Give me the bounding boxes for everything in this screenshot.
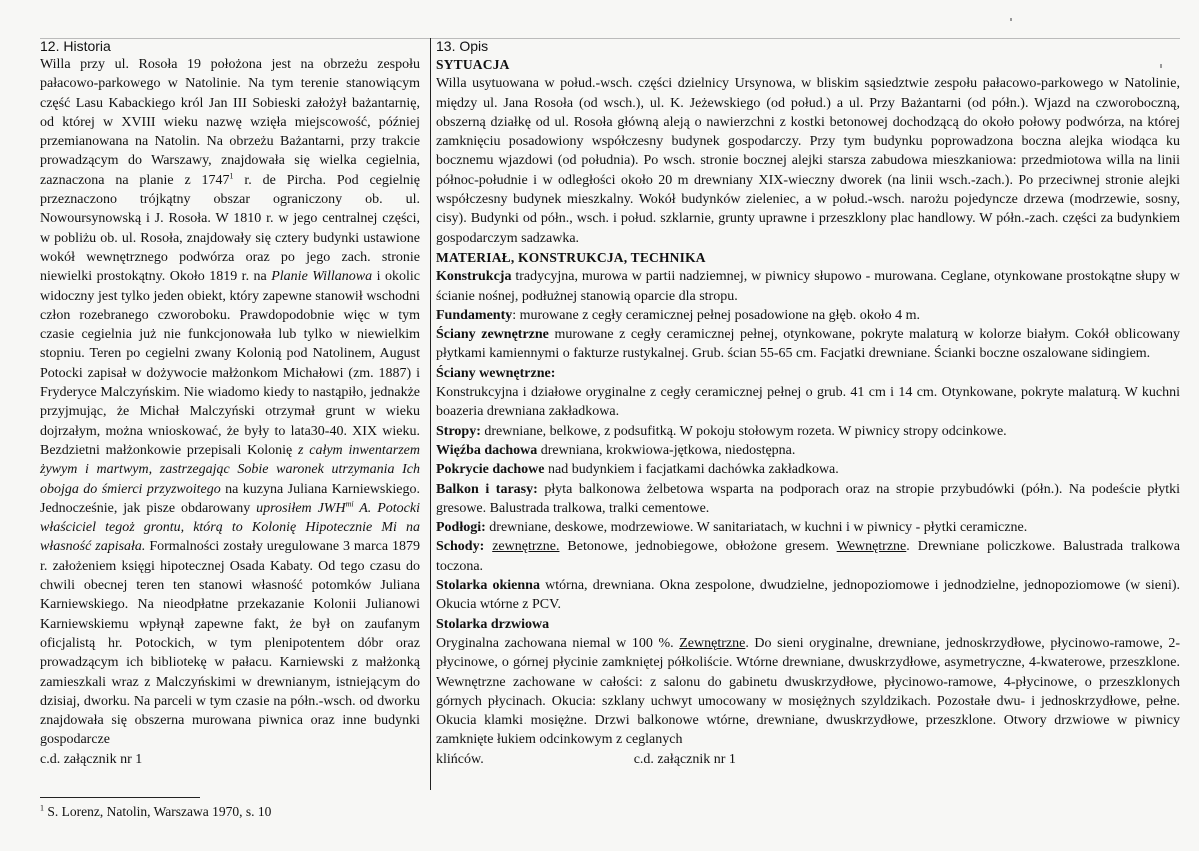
podlogi-label: Podłogi: (436, 520, 486, 536)
history-text-part2: r. de Pircha. Pod cegielnię przeznaczono trójkątny obszar ograniczony ob. ul. Nowoursynowską i J. Rosoła. W 1810 r. w jego centralnej części, w pobliżu ob. ul. Rosoła, znajdowały się cztery budynki ustawione wokół wewnętrznego podwórza oraz po jego zach. stronie niewielki prostokątny. Około 1819 r. na (40, 172, 420, 285)
stropy-text: drewniane, belkowe, z podsufitką. W pokoju stołowym rozeta. W piwnicy stropy odcinkowe. (480, 423, 1007, 439)
column-divider (430, 38, 431, 790)
konstrukcja-text: tradycyjna, murowa w partii nadziemnej, w piwnicy słupowo - murowana. Ceglane, otynkowane prostokątne słupy w ścianie nośnej, podłużnej stanowią oparcie dla stropu. (436, 269, 1180, 304)
description-heading: 13. Opis (436, 38, 489, 54)
scan-speck (1160, 64, 1162, 68)
stolarka-drzwiowa-label: Stolarka drzwiowa (436, 616, 550, 632)
drzwiowa-zewnetrzne: Zewnętrzne (679, 635, 746, 651)
stolarka-drzwiowa-text (436, 634, 1180, 750)
footnote-text: S. Lorenz, Natolin, Warszawa 1970, s. 10 (44, 804, 272, 819)
drzwiowa-text-2: . Do sieni oryginalne, drewniane, jednoskrzydłowe, płycinowo-ramowe, 2-płycinowe, o górnej płycinie zamkniętej półkoliście. Wtórne drewniane, dwuskrzydłowe, asymetryczne, 4-kwaterowe, przeszklone. Wewnętrzne zachowane w całości: z salonu do gabinetu dwuskrzydłowe, płycinowo-ramowe, 4-płycinowe, o przeszklonych górnych płycinach. Okucia: szklany uchwyt umocowany w mosiężnych szyldzikach. Pozostałe dwu- i jednoskrzydłowe, pełne. Okucia klamki mosiężne. Drzwi balkonowe wtórne, drewniane, dwuskrzydłowe, przeszklone. Otwory drzwiowe w piwnicy zamknięte łukiem odcinkowym z ceglanych (436, 635, 1181, 748)
pokrycie-label: Pokrycie dachowe (436, 462, 545, 478)
situation-text: Willa usytuowana w połud.-wsch. części dzielnicy Ursynowa, w bliskim sąsiedztwie zespołu pałacowo-parkowego w Natolinie, między ul. Jana Rosoła (od wsch.), ul. K. Jeżewskiego (od połud.) a ul. Przy Bażantarni (od półn.). Wjazd na czworoboczną, obszerną działkę od ul. Rosoła główną aleją o nawierzchni z kostki betonowej dochodzącą do około połowy podwórza, na której zamknięciu posadowiony współczesny budynek gospodarczy. Przy tym budynku poprowadzona boczna alejka wiodąca ku bocznemu wjazdowi (od południa). Po wsch. stronie bocznej alejki starsza zabudowa mieszkaniowa: przedmiotowa willa na linii północ-południe i w odległości około 20 m drewniany XIX-wieczny dworek (na linii wsch.-zach.). Po przeciwnej stronie alejki współczesny budynek mieszkalny. Wokół budynków zieleniec, a w połud.-wsch. narożu pojedyncze drzewa (modrzewie, sosny, cisy). Budynki od półn., wsch. i połud. szklarnie, grunty uprawne i przeszklony plac handlowy. W półn.-zach. części za budynkiem gospodarczym sadzawka. (436, 76, 1180, 246)
drzwiowa-last: klińców. (436, 751, 484, 767)
drzwiowa-text-1: Oryginalna zachowana niemal w 100 %. (436, 635, 680, 651)
history-quote-3: A. Potocki właściciel tegoż grontu, którą to Kolonię Hipotecznie Mi na własność zapisała. (40, 500, 421, 555)
sciany-zewnetrzne-paragraph (436, 325, 1180, 364)
sciany-zewnetrzne-text: murowane z cegły ceramicznej pełnej, otynkowane, pokryte malaturą w kolorze białym. Cokół oblicowany płytkami kamiennymi o fakturze rustykalnej. Grub. ścian 55-65 cm. Facjatki drewniane. Ścianki boczne oszalowane sidingiem. (436, 327, 1180, 362)
pokrycie-text: nad budynkiem i facjatkami dachówka zakładkowa. (544, 462, 839, 478)
stolarka-okienna-paragraph (436, 576, 1180, 615)
sciany-zewnetrzne-label: Ściany zewnętrzne (436, 327, 549, 343)
description-column (436, 37, 1180, 769)
konstrukcja-label: Konstrukcja (436, 269, 512, 285)
schody-text-2: . Drewniane policzkowe. Balustrada tralkowa toczona. (436, 539, 1181, 574)
sciany-wewnetrzne-label: Ściany wewnętrzne: (436, 365, 556, 381)
schody-text-1: Betonowe, jednobiegowe, obłożone gresem. (559, 539, 837, 555)
pokrycie-paragraph (436, 460, 1180, 479)
konstrukcja-paragraph (436, 267, 1180, 306)
history-text-part1: Willa przy ul. Rosoła 19 położona jest na obrzeżu zespołu pałacowo-parkowego w Natolinie. Na tym terenie stanowiącym część Lasu Kabackiego król Jan III Sobieski założył bażantarnię, od której w XVIII wieku nazwę wzięła miejscowość, później przemianowana na Natolin. Na obrzeżu Bażantarni, przy trakcie prowadzącym do Warszawy, znajdowała się wielka cegielnia, zaznaczona na planie z 1747 (40, 57, 420, 188)
history-quote-sup: mi (345, 499, 354, 509)
fundamenty-text: : murowane z cegły ceramicznej pełnej posadowione na głęb. około 4 m. (512, 307, 921, 323)
history-text-part4: na kuzyna Juliana Karniewskiego. Jednocześnie, jak pisze obdarowany (40, 481, 420, 516)
material-title: MATERIAŁ, KONSTRUKCJA, TECHNIKA (436, 249, 706, 265)
footnote-separator (40, 797, 200, 798)
history-text (40, 55, 420, 750)
wiezba-label: Więźba dachowa (436, 442, 538, 458)
history-text-part5: Formalności zostały uregulowane 3 marca 1879 r. założeniem księgi hipotecznej Osada Kabaty. Od tego czasu do chwili obecnej teren ten stanowi własność potomków Juliana Karniewskiego. Na nieodpłatne przekazanie Kolonii Julianowi Karniewskiemu wpłynął zapewne fakt, że był on zaufanym oficjalistą hr. Potockich, w tym plenipotentem dóbr oraz prowadzącym ich bibliotekę w pałacu. Karniewski z małżonką zamieszkali wraz z Malczyńskimi w drewnianym, istniejącym do dzisiaj, dworku. Na parceli w tym czasie na półn.-wsch. od dworku znajdowała się obszerna murowana piwnica oraz inne budynki gospodarcze (40, 539, 420, 748)
history-quote-2: uprosiłem JWH (256, 500, 346, 516)
fundamenty-label: Fundamenty (436, 307, 513, 323)
history-text-part3: i okolic widoczny jest tylko jeden obiekt, który zapewne stanowił wschodni człon rozebranego czworoboku. Prawdopodobnie więc w tym czasie cegielnia już nie funkcjonowała lub tylko w niewielkim stopniu. Teren po cegielni zwany Kolonią pod Natolinem, August Potocki zapisał w dożywocie małżonkom Michałowi (zm. 1887) i Fryderyce Malczyńskim. Nie wiadomo kiedy to nastąpiło, jednakże przyjmując, że Michał Malczyński otrzymał grunt w wieku dojrzałym, można wnioskować, że były to lata30-40. XIX wieku. Bezdzietni małżonkowie przepisali Kolonię (40, 269, 420, 458)
schody-zewnetrzne: zewnętrzne. (492, 539, 560, 555)
stropy-label: Stropy: (436, 423, 481, 439)
history-column (40, 37, 420, 769)
stolarka-okienna-label: Stolarka okienna (436, 578, 540, 594)
balkon-paragraph (436, 480, 1180, 519)
podlogi-paragraph (436, 518, 1180, 537)
stolarka-okienna-text: wtórna, drewniana. Okna zespolone, dwudzielne, jednopoziomowe i jednodzielne, jednopoziomowe (w sieni). Okucia wtórne z PCV. (436, 578, 1180, 613)
situation-title: SYTUACJA (436, 57, 510, 72)
schody-wewnetrzne: Wewnętrzne (836, 539, 907, 555)
podlogi-text: drewniane, deskowe, modrzewiowe. W sanitariatach, w kuchni i w piwnicy - płytki ceramiczne. (485, 520, 1028, 536)
balkon-text: płyta balkonowa żelbetowa wsparta na podporach oraz na stropie przybudówki (półn.). Na podeście płytki gresowe. Balustrada tralkowa, tralki cementowe. (436, 481, 1180, 516)
balkon-label: Balkon i tarasy: (436, 481, 538, 497)
scan-speck (1010, 18, 1012, 21)
history-quote-1: z całym inwentarzem żywym i martwym, zastrzegając Sobie waronek utrzymania Ich obojga do śmierci przyzwoitego (40, 442, 420, 497)
sciany-wewnetrzne-text: Konstrukcyjna i działowe oryginalne z cegły ceramicznej pełnej o grub. 41 cm i 14 cm. Otynkowane, pokryte malaturą. W kuchni boazeria drewniana zakładkowa. (436, 385, 1180, 420)
wiezba-paragraph (436, 441, 1180, 460)
wiezba-text: drewniana, krokwiowa-jętkowa, niedostępna. (537, 442, 796, 458)
footnote (40, 804, 271, 820)
schody-label: Schody: (436, 539, 485, 555)
description-continuation: c.d. załącznik nr 1 (633, 751, 736, 767)
history-plan-title: Planie Willanowa (271, 269, 373, 285)
footnote-ref-1: 1 (229, 171, 234, 181)
stropy-paragraph (436, 422, 1180, 441)
schody-paragraph (436, 537, 1180, 576)
history-continuation: c.d. załącznik nr 1 (40, 751, 143, 767)
fundamenty-paragraph (436, 306, 1180, 325)
description-last-line (436, 750, 1180, 769)
history-heading: 12. Historia (40, 38, 111, 54)
footnote-number: 1 (40, 803, 44, 813)
